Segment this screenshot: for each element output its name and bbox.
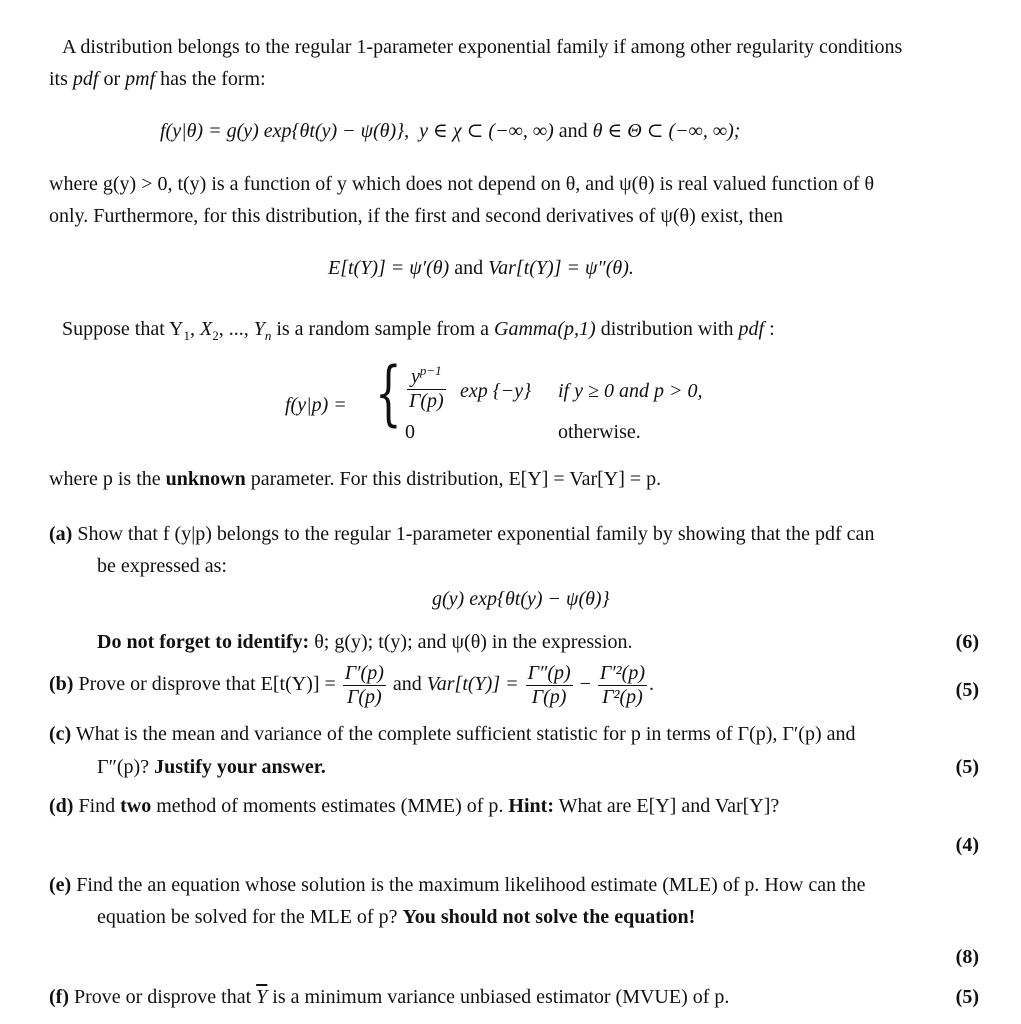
fraction-gamma-prime-squared (598, 662, 647, 709)
text: is a random sample from a (271, 318, 495, 340)
eq-domain-theta: θ ∈ Θ ⊂ (−∞, ∞); (592, 120, 741, 142)
text: its (49, 68, 73, 90)
bold-two: two (120, 795, 152, 817)
eq2-and: and (454, 257, 484, 279)
text: where p is the (49, 468, 166, 490)
part-c-marks: (5) (955, 756, 979, 778)
eq-and: and (558, 120, 588, 142)
minus-sign: − (579, 673, 591, 696)
part-a-formula: g(y) exp{θt(y) − ψ(θ)} (432, 588, 610, 610)
text: has the form: (155, 68, 266, 90)
pdf-term: pdf (72, 68, 99, 90)
eq2-right: Var[t(Y)] = ψ″(θ). (488, 257, 634, 279)
part-b-marks: (5) (955, 679, 979, 701)
text: and (392, 673, 422, 696)
bold-unknown: unknown (165, 468, 246, 490)
text: What is the mean and variance of the complete sufficient statistic for p in terms of Γ(p), Γ′(p) and (75, 723, 856, 745)
y-bar: $\overline{Y}$ (256, 986, 268, 1008)
part-d-label: (d) (49, 795, 74, 817)
part-e-line-1 (49, 874, 866, 897)
fraction-denominator: Γ(p) (409, 389, 444, 412)
intro-line-1: A distribution belongs to the regular 1-parameter exponential family if among other regularity conditions (62, 36, 903, 58)
num-base: y (411, 365, 420, 388)
part-a-label: (a) (49, 523, 73, 545)
gamma-exp-term: exp {−y} (460, 380, 532, 402)
bold-hint: Hint: (508, 795, 554, 817)
text: or (98, 68, 126, 90)
bold-note: Do not forget to identify: (97, 631, 310, 653)
pdf-term: pdf (738, 318, 765, 340)
part-a-line-2: be expressed as: (97, 555, 227, 577)
period: . (649, 673, 654, 696)
text: distribution with (595, 318, 739, 340)
gamma-pdf-lhs: f(y|p) = (285, 394, 347, 416)
part-f-line (49, 986, 729, 1009)
part-a-line-1 (49, 523, 874, 546)
exponential-family-equation (160, 120, 740, 143)
gamma-condition-1: if y ≥ 0 and p > 0, (558, 380, 703, 402)
denominator: Γ(p) (531, 686, 567, 708)
text: Suppose that Y (62, 318, 184, 340)
part-c-line-2 (97, 756, 326, 779)
part-c-line-1 (49, 723, 856, 746)
suppose-line: Suppose that $Y_1$, $X_2$, ..., $Y_n$ is a random sample from a Gamma(p,1) distribution with pdf : (62, 318, 775, 343)
text: Find the an equation whose solution is the maximum likelihood estimate (MLE) of p. How can the (76, 874, 866, 896)
var-term: Var[t(Y)] = (426, 673, 519, 696)
numerator: Γ″(p) (527, 662, 571, 684)
text: What are E[Y] and Var[Y]? (553, 795, 780, 817)
part-a-marks: (6) (955, 631, 979, 653)
where-unknown-line (49, 468, 661, 491)
intro-line-2 (49, 68, 266, 91)
numerator: Γ′(p) (344, 662, 384, 684)
num-exponent: p−1 (419, 363, 442, 378)
text: is a minimum variance unbiased estimator (MVUE) of p. (267, 986, 730, 1008)
denominator: Γ(p) (346, 686, 382, 708)
text: Show that f (y|p) belongs to the regular 1-parameter exponential family by showing that the pdf can (77, 523, 875, 545)
part-b-line (49, 662, 654, 709)
numerator: Γ′²(p) (599, 662, 645, 684)
bold-justify: Justify your answer. (154, 756, 326, 778)
gamma-condition-2: otherwise. (558, 421, 641, 443)
gamma-fraction (405, 364, 448, 413)
part-e-line-2 (97, 906, 695, 929)
text: : (764, 318, 775, 340)
left-brace: { (375, 352, 402, 434)
part-e-marks: (8) (955, 946, 979, 968)
part-b-label: (b) (49, 673, 74, 696)
eq-lhs: f(y|θ) = g(y) exp{θt(y) − ψ(θ)}, (160, 120, 410, 142)
denominator: Γ²(p) (602, 686, 643, 708)
part-e-label: (e) (49, 874, 72, 896)
fraction-numerator (407, 364, 446, 390)
moments-equation (328, 257, 634, 280)
fraction-gamma-prime (343, 662, 386, 709)
text: Prove or disprove that E[t(Y)] = (78, 673, 336, 696)
gamma-dist-name: Gamma(p,1) (494, 318, 596, 340)
where-line-2: only. Furthermore, for this distribution, if the first and second derivatives of ψ(θ) exist, then (49, 205, 783, 227)
text: parameter. For this distribution, E[Y] = Var[Y] = p. (245, 468, 662, 490)
text: Find (78, 795, 121, 817)
text: method of moments estimates (MME) of p. (151, 795, 509, 817)
text: θ; g(y); t(y); and ψ(θ) in the expression. (309, 631, 633, 653)
fraction-gamma-double-prime (526, 662, 573, 709)
part-f-label: (f) (49, 986, 69, 1008)
bold-warning: You should not solve the equation! (402, 906, 696, 928)
part-a-note (97, 631, 632, 654)
pmf-term: pmf (125, 68, 156, 90)
eq2-left: E[t(Y)] = ψ′(θ) (328, 257, 450, 279)
text: Prove or disprove that (73, 986, 257, 1008)
part-f-marks: (5) (955, 986, 979, 1008)
part-c-label: (c) (49, 723, 72, 745)
where-line-1: where g(y) > 0, t(y) is a function of y which does not depend on θ, and ψ(θ) is real valued function of θ (49, 173, 875, 195)
gamma-zero: 0 (405, 421, 415, 443)
text: Γ″(p)? (97, 756, 155, 778)
part-d-marks: (4) (955, 834, 979, 856)
eq-domain-y: y ∈ χ ⊂ (−∞, ∞) (419, 120, 554, 142)
text: equation be solved for the MLE of p? (97, 906, 403, 928)
part-d-line (49, 795, 779, 818)
